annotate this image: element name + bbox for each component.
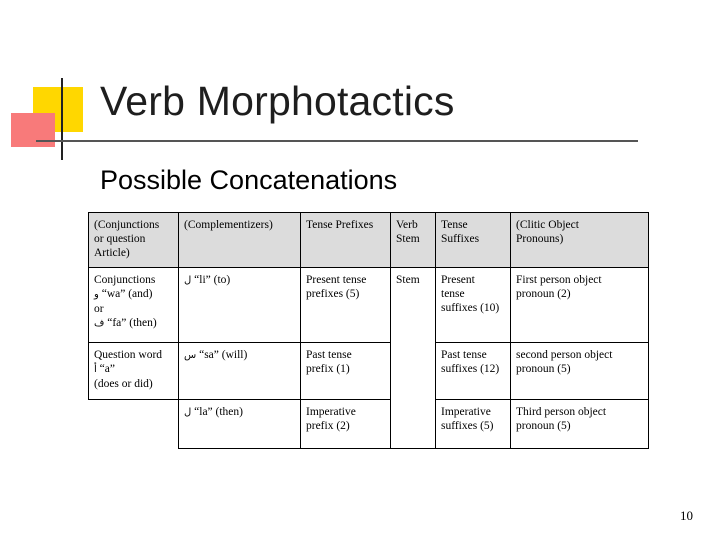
- cell-second-person: second person object pronoun (5): [511, 343, 649, 400]
- cell-third-person: Third person object pronoun (5): [511, 400, 649, 449]
- logo-vertical-rule: [61, 78, 63, 160]
- arabic-wa: و: [94, 289, 99, 300]
- cell-past-suffixes: Past tense suffixes (12): [436, 343, 511, 400]
- cell-stem-continued: [391, 343, 436, 400]
- cell-sa: س “sa” (will): [179, 343, 301, 400]
- arabic-fa: ف: [94, 318, 105, 329]
- header-verb-stem: Verb Stem: [391, 213, 436, 268]
- header-tense-suffixes: Tense Suffixes: [436, 213, 511, 268]
- cell-conjunctions: Conjunctions و “wa” (and) or ف “fa” (then): [89, 268, 179, 343]
- page-number: 10: [680, 508, 693, 523]
- cell-imperative-prefix: Imperative prefix (2): [301, 400, 391, 449]
- cell-stem: Stem: [391, 268, 436, 343]
- header-conjunctions: (Conjunctions or question Article): [89, 213, 179, 268]
- table-row: [89, 343, 649, 400]
- morphotactics-table: [88, 212, 649, 449]
- cell-stem-continued: [391, 400, 436, 449]
- table-header-row: [89, 213, 649, 268]
- cell-empty: [89, 400, 179, 449]
- title-underline: [36, 140, 638, 142]
- cell-imperative-suffixes: Imperative suffixes (5): [436, 400, 511, 449]
- slide-subtitle: Possible Concatenations: [100, 165, 398, 195]
- cell-question-word: Question word أ “a” (does or did): [89, 343, 179, 400]
- cell-la: ل “la” (then): [179, 400, 301, 449]
- header-clitic-pronouns: (Clitic Object Pronouns): [511, 213, 649, 268]
- cell-present-prefixes: Present tense prefixes (5): [301, 268, 391, 343]
- table-row: [89, 268, 649, 343]
- slide-title: Verb Morphotactics: [100, 78, 455, 124]
- arabic-a: أ: [94, 364, 97, 375]
- table-row: [89, 400, 649, 449]
- cell-past-prefix: Past tense prefix (1): [301, 343, 391, 400]
- header-tense-prefixes: Tense Prefixes: [301, 213, 391, 268]
- cell-complementizer-li: ل “li” (to): [179, 268, 301, 343]
- cell-first-person: First person object pronoun (2): [511, 268, 649, 343]
- cell-present-suffixes: Present tense suffixes (10): [436, 268, 511, 343]
- header-complementizers: (Complementizers): [179, 213, 301, 268]
